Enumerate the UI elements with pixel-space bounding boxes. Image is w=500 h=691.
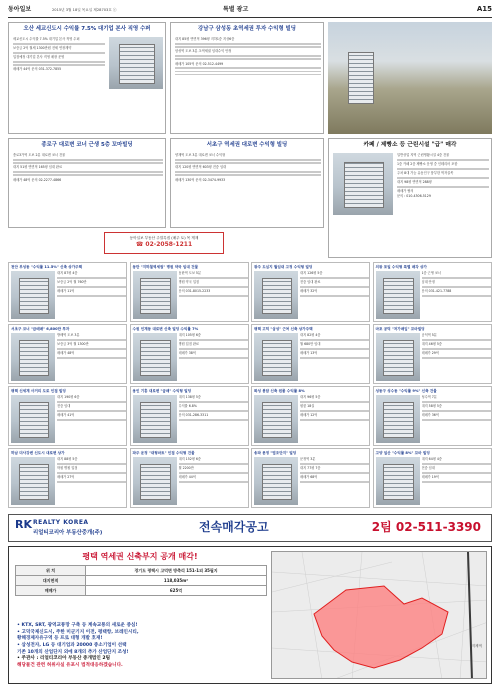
list-item: • KTX, SRT, 광역교통망 구축 등 계속교통의 새로운 중심!: [17, 623, 138, 628]
listing-line: 대지 64평 4층: [421, 457, 442, 461]
listing-title: 수원 인계동 대로변 신축 빌딩 수익률 7%: [132, 327, 199, 331]
listing-line: 병원 입점 완료: [178, 342, 200, 347]
listing-line: 전층 임대: [421, 466, 435, 471]
listing-title: 성동구 성수동 "수익률 9%" 신축 건물: [375, 389, 437, 393]
listing-title: 평택 고덕 "삼성" 근처 신축 상가주택: [254, 327, 313, 331]
listing-line: 매매가 11억: [57, 289, 75, 294]
contact-caption: 동아일보 부동산 주말특집 (매주 토) 목 게재: [129, 236, 199, 240]
list-item: • 주관사 : 리얼티코리아 부동산 중개법인 2팀: [17, 656, 111, 662]
listing-line: 매매가 29억: [421, 351, 439, 356]
listing-body: [57, 395, 126, 444]
listing-line: 월 680만 임대: [300, 342, 321, 347]
featured-title: 평택 역세권 신축부지 공개 매각!: [82, 552, 198, 561]
listing-line: 대지 82평 4층: [300, 333, 321, 337]
listing-body: [300, 395, 369, 444]
brand-subtitle: 리얼티코리아 부동산중개(주): [33, 530, 103, 536]
building-photo: [11, 271, 55, 319]
listing-body: [179, 271, 248, 320]
listing-card[interactable]: [251, 262, 370, 322]
listing-line: 매매가 36억: [421, 413, 439, 418]
listing-line: 대지 96평 5층: [300, 395, 321, 399]
ad-cafe-bakery[interactable]: [328, 138, 492, 258]
listing-line: 동탄역 도보 5분: [178, 271, 202, 275]
listing-title: 파주 운정 "대형마트" 인접 수익형 건물: [132, 451, 195, 455]
table-row: 대지면적 118,035m²: [16, 576, 267, 586]
building-photo: [333, 153, 393, 215]
ad-title: 강남구 삼성동 초역세권 투자 수익형 빌딩: [198, 26, 296, 32]
listing-line: 문정역 3분: [300, 457, 316, 461]
building-photo: [133, 271, 177, 319]
listing-line: 대지 138평 5층: [178, 395, 201, 399]
listing-line: 매매가 13억: [300, 351, 318, 356]
listing-card[interactable]: [8, 262, 127, 322]
listing-body: [57, 271, 126, 320]
listing-line: 문의 031-286-3311: [178, 413, 209, 418]
listing-body: [422, 395, 491, 444]
section-title: 특별 광고: [223, 6, 249, 13]
listing-line: 1층 근생 코너: [421, 271, 441, 275]
building-photo: [342, 42, 378, 112]
ad-samsung-dong[interactable]: [170, 22, 324, 134]
listing-title: 광주 도심지 월임대 고정 수익형 빌딩: [254, 265, 313, 269]
banner-phone[interactable]: 2팀 02-511-3390: [371, 520, 481, 534]
listing-title: 동탄 "지하철역세권" 병원 약국 임대 건물: [132, 265, 199, 269]
listing-line: 대지 88평 5층: [57, 457, 78, 461]
building-photo: [254, 271, 298, 319]
listing-body: [300, 271, 369, 320]
listing-card[interactable]: [130, 324, 249, 384]
building-photo: [376, 395, 420, 443]
listing-line: 공덕역 5분: [421, 333, 437, 337]
listing-line: 보증금 3억 월 1300만: [57, 342, 89, 347]
listing-line: 매매가 44억: [178, 475, 196, 480]
ad-jongno[interactable]: [8, 138, 166, 228]
listing-title: 화성 봉담 신축 원룸 수익률 8%: [254, 389, 305, 393]
listing-line: 매매가 48억: [57, 351, 75, 356]
ad-title: 서초구 역세권 대로변 수익형 빌딩: [206, 142, 288, 148]
realty-banner[interactable]: [8, 514, 492, 542]
listing-line: 전층 임대: [57, 404, 71, 409]
ad-body: 양재역 도보 3분 대로변 코너 수익형 대지 120평 연면적 603평 전층 임대 매매가 130억 문의 02-3474-9933: [175, 153, 321, 225]
listing-grid: [8, 262, 492, 510]
listing-card[interactable]: [373, 386, 492, 446]
building-photo: [11, 395, 55, 443]
listing-line: 문의 031-421-7788: [421, 289, 452, 294]
listing-line: 보증금 2억 월 760만: [57, 280, 87, 285]
brand-name: REALTY KOREA: [33, 519, 89, 526]
building-photo: [376, 457, 420, 505]
ad-title: 종로구 대로변 코너 근생 5층 꼬마빌딩: [41, 142, 133, 148]
listing-line: 매매가 68억: [300, 475, 318, 480]
building-photo: [254, 333, 298, 381]
building-photo: [109, 37, 163, 89]
listing-line: 임대 안정: [421, 280, 435, 285]
listing-card[interactable]: [373, 324, 492, 384]
listing-title: 고양 일산 "수익률 8%" 꼬마 빌딩: [375, 451, 430, 455]
listing-body: [179, 457, 248, 506]
ad-title: 카페 / 제빵소 등 근린시설 "급" 매각: [363, 142, 457, 148]
building-photo: [133, 333, 177, 381]
building-photo: [133, 457, 177, 505]
building-photo: [254, 457, 298, 505]
listing-line: 매매가 19억: [421, 475, 439, 480]
listing-line: 대지 87평 4층: [57, 271, 78, 275]
listing-body: [422, 457, 491, 506]
listing-body: [300, 333, 369, 382]
listing-card[interactable]: [8, 448, 127, 508]
listing-line: 병원 약국 입점: [178, 280, 200, 285]
listing-body: [179, 333, 248, 382]
building-photo: [376, 333, 420, 381]
listing-line: 대지 58평 5층: [421, 404, 442, 409]
banner-title: 전속매각공고: [199, 520, 269, 534]
listing-line: 학원 병원 입점: [57, 466, 78, 471]
listing-body: [300, 457, 369, 506]
masthead: [8, 4, 492, 18]
listing-card[interactable]: [8, 386, 127, 446]
contact-phone[interactable]: ☎ 02-2058-1211: [135, 241, 193, 249]
ad-body: 일반상업 지역 근린생활시설 4층 건물 1층 카페 2층 제빵소 운영 중 인테리어 포함 주차 8대 가능 유동인구 풍부한 먹자골목 대지 98평 연면적 288평 매매가 협의 문의 : 010-4306-5129: [397, 153, 489, 255]
listing-line: 문의 031-8015-2233: [178, 289, 211, 294]
list-item: 해당물건 관련 허위사실 유포시 법적대응하겠습니다.: [17, 662, 123, 668]
listing-line: 매매가 32억: [300, 289, 318, 294]
listing-line: 대지 152평 6층: [178, 457, 201, 461]
ad-photo-lot[interactable]: [328, 22, 492, 134]
listing-title: 하남 미사강변 신도시 대로변 상가: [11, 451, 65, 455]
list-item: • 삼성전자, LG 등 대기업과 20000 중소기업이 선택: [17, 642, 127, 648]
listing-body: [422, 333, 491, 382]
listing-line: 대지 77평 7층: [300, 466, 321, 471]
newspaper-name: 동아일보: [8, 6, 32, 13]
realty-logo-icon: RK: [15, 518, 32, 531]
featured-ad-pyeongtaek[interactable]: [8, 546, 492, 684]
table-row: 위 치 경기도 평택시 고덕면 방축리 151-1외 35필지: [16, 566, 267, 576]
building-photo: [254, 395, 298, 443]
listing-card[interactable]: [373, 448, 492, 508]
ad-osan[interactable]: [8, 22, 166, 134]
property-info-table: [15, 565, 267, 596]
building-photo: [133, 395, 177, 443]
listing-title: 서초구 코너 "급매매" 6,800만 투자: [11, 327, 70, 331]
listing-line: 수익률 6.8%: [178, 404, 197, 409]
listing-line: 대지 46평 5층: [421, 342, 442, 347]
listing-card[interactable]: [130, 448, 249, 508]
listing-body: [422, 271, 491, 320]
listing-card[interactable]: [373, 262, 492, 322]
building-photo: [11, 457, 55, 505]
listing-line: 월 2200만: [178, 466, 194, 471]
issue-date: 2015년 3월 18일 목요일 제28703호 ⓒ: [52, 8, 117, 12]
listing-line: 매매가 27억: [57, 475, 75, 480]
listing-body: [179, 395, 248, 444]
listing-line: 원룸 18실: [300, 404, 315, 409]
listing-title: 마포 공덕 "저가매입" 꼬마빌딩: [375, 327, 425, 331]
listing-title: 천안 부성동 "수익률 11.5%" 신축 상가주택: [11, 265, 83, 269]
listing-card[interactable]: [130, 386, 249, 446]
listing-line: 매매가 41억: [57, 413, 75, 418]
site-map-graphic: [272, 552, 487, 679]
listing-line: 대지 105평 6층: [178, 333, 201, 337]
station-label: 지제역: [471, 644, 482, 648]
ad-title: 오산 세교신도시 수익률 7.5% 대기업 본사 직영 수퍼: [23, 26, 151, 32]
listing-line: 대지 126평 5층: [300, 271, 323, 275]
listing-line: 대지 190평 6층: [57, 395, 80, 399]
featured-bullets: [17, 623, 267, 670]
listing-body: [57, 457, 126, 506]
listing-card[interactable]: [130, 262, 249, 322]
listing-title: 송파 문정 "법조단지" 빌딩: [254, 451, 297, 455]
listing-title: 용인 기흥 대로변 "급매" 수익형 빌딩: [132, 389, 192, 393]
ad-body: 세교신도시 수익률 7.5% 대기업 본사 직영 수퍼 보증금 2억 월세 1300만원 전세 연장계약 입점예정 대기업 본사 직영 매장 운영 매매가 44억 문의 031-372-7855: [13, 37, 105, 127]
listing-line: 방배역 도보 3분: [57, 333, 80, 337]
listing-title: 의왕 포일 수익형 특별 매각 상가: [375, 265, 427, 269]
listing-line: 성수역 7분: [421, 395, 437, 399]
ad-body: 대지 85평 연면적 396평 지하1층 지상6층 삼성역 도보 3분 초역세권 임대수익 안정 매매가 105억 문의 02-512-4499: [175, 37, 321, 131]
listing-title: 평택 신세계 사거리 도로 인접 빌딩: [11, 389, 66, 393]
listing-body: [57, 333, 126, 382]
listing-line: 전층 임대 완료: [300, 280, 321, 285]
ad-contact-box[interactable]: [104, 232, 224, 254]
listing-card[interactable]: [251, 324, 370, 384]
building-photo: [11, 333, 55, 381]
building-photo: [376, 271, 420, 319]
site-map[interactable]: [271, 551, 487, 679]
page-number: A15: [476, 5, 492, 13]
list-item: • 고덕국제신도시, 주한 미군기지 이전, 평택항, 브레인시티,: [17, 629, 139, 635]
table-row: 매매가 625억: [16, 586, 267, 596]
listing-line: 매매가 38억: [178, 351, 196, 356]
ad-seocho[interactable]: [170, 138, 324, 228]
listing-card[interactable]: [251, 386, 370, 446]
list-item: 기존 10개의 산업단지 외에 8개의 추가 산업단지 조성!: [17, 649, 129, 655]
listing-card[interactable]: [251, 448, 370, 508]
listing-card[interactable]: [8, 324, 127, 384]
listing-line: 매매가 12억: [300, 413, 318, 418]
list-item: 황해경제자유구역 등 프로 대형 개발 호재!: [17, 636, 103, 642]
ad-body: 종로3가역 도보 2분 대로변 코너 건물 대지 51평 연면적 165평 임대 완료 매매가 48억 문의 02-2277-4866: [13, 153, 163, 225]
